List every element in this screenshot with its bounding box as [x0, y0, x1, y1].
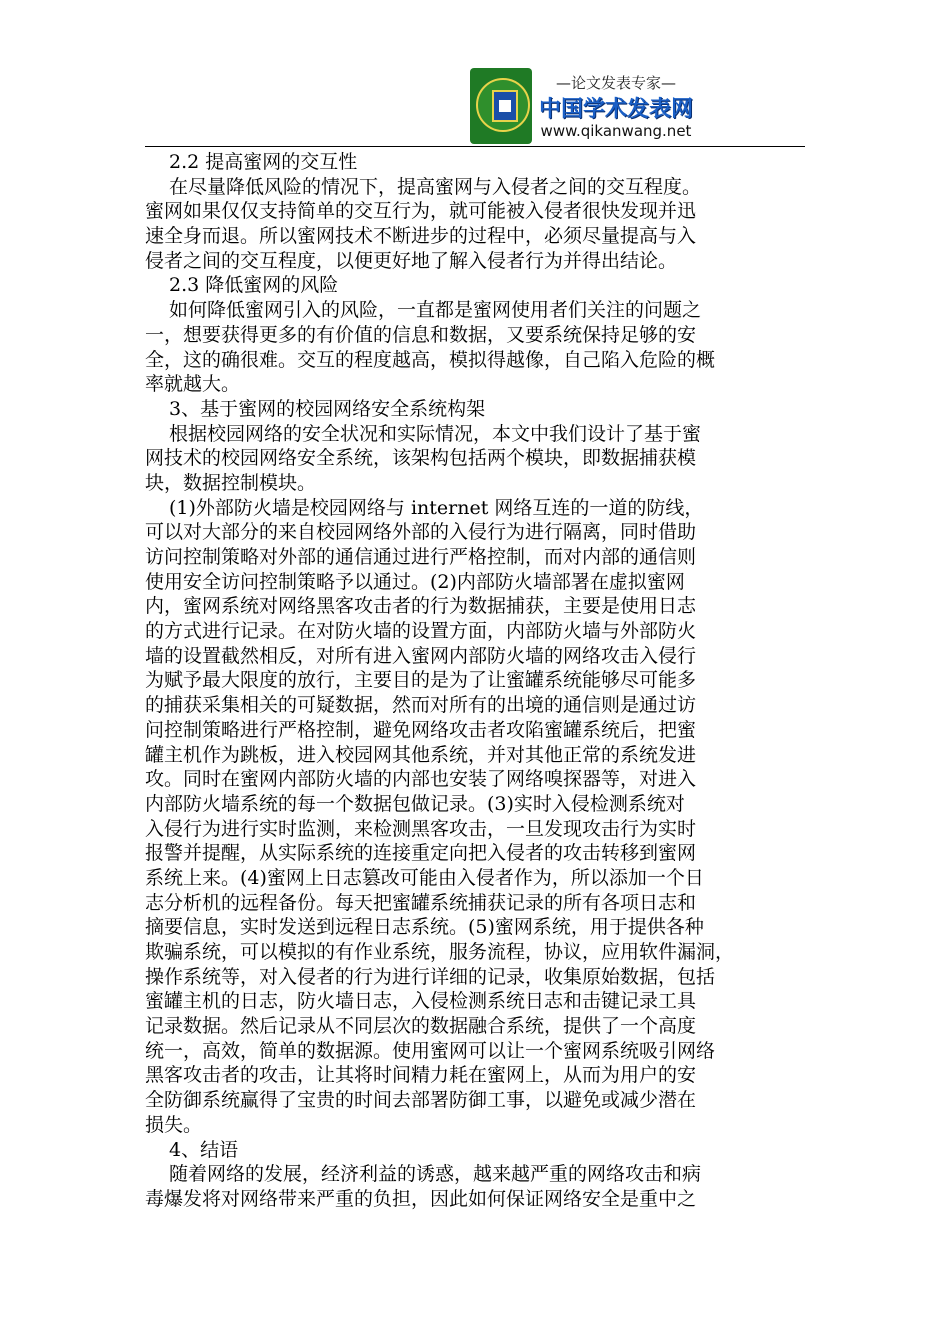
paragraph-line: 毒爆发将对网络带来严重的负担，因此如何保证网络安全是重中之 [145, 1187, 697, 1210]
paragraph-line: 系统上来。(4)蜜网上日志篡改可能由入侵者作为，所以添加一个日 [145, 866, 704, 889]
seal-ring [476, 78, 530, 132]
paragraph-line: 全防御系统赢得了宝贵的时间去部署防御工事，以避免或减少潜在 [145, 1089, 697, 1112]
paragraph-line: 内，蜜网系统对网络黑客攻击者的行为数据捕获，主要是使用日志 [145, 595, 697, 618]
section-heading-2-3: 2.3 降低蜜网的风险 [169, 274, 339, 297]
logo-text [536, 68, 696, 144]
paragraph-line: 统一，高效，简单的数据源。使用蜜网可以让一个蜜网系统吸引网络 [145, 1039, 716, 1062]
paragraph-line: 为赋予最大限度的放行，主要目的是为了让蜜罐系统能够尽可能多 [145, 669, 697, 692]
paragraph-line: 访问控制策略对外部的通信通过进行严格控制，而对内部的通信则 [145, 546, 697, 568]
paragraph-line: 随着网络的发展，经济利益的诱惑，越来越严重的网络攻击和病 [169, 1163, 702, 1186]
paragraph-line: 报警并提醒，从实际系统的连接重定向把入侵者的攻击转移到蜜网 [145, 842, 697, 865]
paragraph-line: 网技术的校园网络安全系统，该架构包括两个模块，即数据捕获模 [145, 447, 697, 470]
paragraph-line: 根据校园网络的安全状况和实际情况，本文中我们设计了基于蜜 [169, 422, 702, 445]
paragraph-line: 罐主机作为跳板，进入校园网其他系统，并对其他正常的系统发进 [145, 743, 697, 766]
section-heading-3: 3、基于蜜网的校园网络安全系统构架 [169, 397, 486, 420]
paragraph-line: 速全身而退。所以蜜网技术不断进步的过程中，必须尽量提高与入 [145, 225, 697, 248]
paragraph-line: 墙的设置截然相反，对所有进入蜜网内部防火墙的网络攻击入侵行 [145, 644, 697, 667]
logo-slogan: —论文发表专家— [555, 74, 676, 92]
paragraph-line: 欺骗系统，可以模拟的有作业系统，服务流程，协议，应用软件漏洞， [145, 941, 735, 963]
paragraph-line: 攻。同时在蜜网内部防火墙的内部也安装了网络嗅探器等，对进入 [145, 768, 697, 791]
paragraph-line: 在尽量降低风险的情况下，提高蜜网与入侵者之间的交互程度。 [169, 175, 702, 198]
paragraph-line: 可以对大部分的来自校园网络外部的入侵行为进行隔离，同时借助 [145, 521, 697, 544]
paragraph-line: 记录数据。然后记录从不同层次的数据融合系统，提供了一个高度 [145, 1015, 697, 1038]
paragraph-line: 全，这的确很难。交互的程度越高，模拟得越像，自己陷入危险的概 [145, 348, 716, 371]
paragraph-line: 摘要信息，实时发送到远程日志系统。(5)蜜网系统，用于提供各种 [145, 916, 704, 939]
site-logo[interactable] [470, 68, 696, 144]
paragraph-line: 使用安全访问控制策略予以通过。(2)内部防火墙部署在虚拟蜜网 [145, 570, 685, 593]
section-heading-2-2: 2.2 提高蜜网的交互性 [169, 151, 358, 173]
section-heading-4: 4、结语 [169, 1138, 239, 1161]
paragraph-line: 内部防火墙系统的每一个数据包做记录。(3)实时入侵检测系统对 [145, 792, 685, 815]
paragraph-line: 志分析机的远程备份。每天把蜜罐系统捕获记录的所有各项日志和 [145, 891, 697, 914]
paragraph-line: 一，想要获得更多的有价值的信息和数据，又要系统保持足够的安 [145, 323, 697, 346]
logo-url: www.qikanwang.net [540, 122, 692, 140]
paragraph-line: 蜜网如果仅仅支持简单的交互行为，就可能被入侵者很快发现并迅 [145, 200, 697, 223]
paragraph-line: 损失。 [145, 1113, 203, 1136]
paragraph-line: 问控制策略进行严格控制，避免网络攻击者攻陷蜜罐系统后，把蜜 [145, 718, 697, 741]
paragraph-line: 蜜罐主机的日志，防火墙日志，入侵检测系统日志和击键记录工具 [145, 990, 697, 1013]
book-icon [492, 90, 518, 122]
paragraph-line: 率就越大。 [145, 373, 241, 396]
paragraph-line: (1)外部防火墙是校园网络与 internet 网络互连的一道的防线， [169, 496, 704, 519]
paragraph-line: 的捕获采集相关的可疑数据，然而对所有的出境的通信则是通过访 [145, 694, 697, 717]
logo-name: 中国学术发表网 [538, 97, 693, 122]
paragraph-line: 操作系统等，对入侵者的行为进行详细的记录，收集原始数据，包括 [145, 965, 716, 988]
article-body [145, 150, 805, 1212]
header-divider [145, 146, 805, 147]
paragraph-line: 黑客攻击者的攻击，让其将时间精力耗在蜜网上，从而为用户的安 [145, 1064, 697, 1087]
paragraph-line: 的方式进行记录。在对防火墙的设置方面，内部防火墙与外部防火 [145, 620, 697, 643]
seal-emblem-icon [470, 68, 532, 144]
paragraph-line: 块，数据控制模块。 [145, 471, 317, 494]
paragraph-line: 入侵行为进行实时监测，来检测黑客攻击，一旦发现攻击行为实时 [145, 817, 697, 840]
paragraph-line: 侵者之间的交互程度，以便更好地了解入侵者行为并得出结论。 [145, 249, 678, 272]
paragraph-line: 如何降低蜜网引入的风险，一直都是蜜网使用者们关注的问题之 [169, 299, 702, 322]
